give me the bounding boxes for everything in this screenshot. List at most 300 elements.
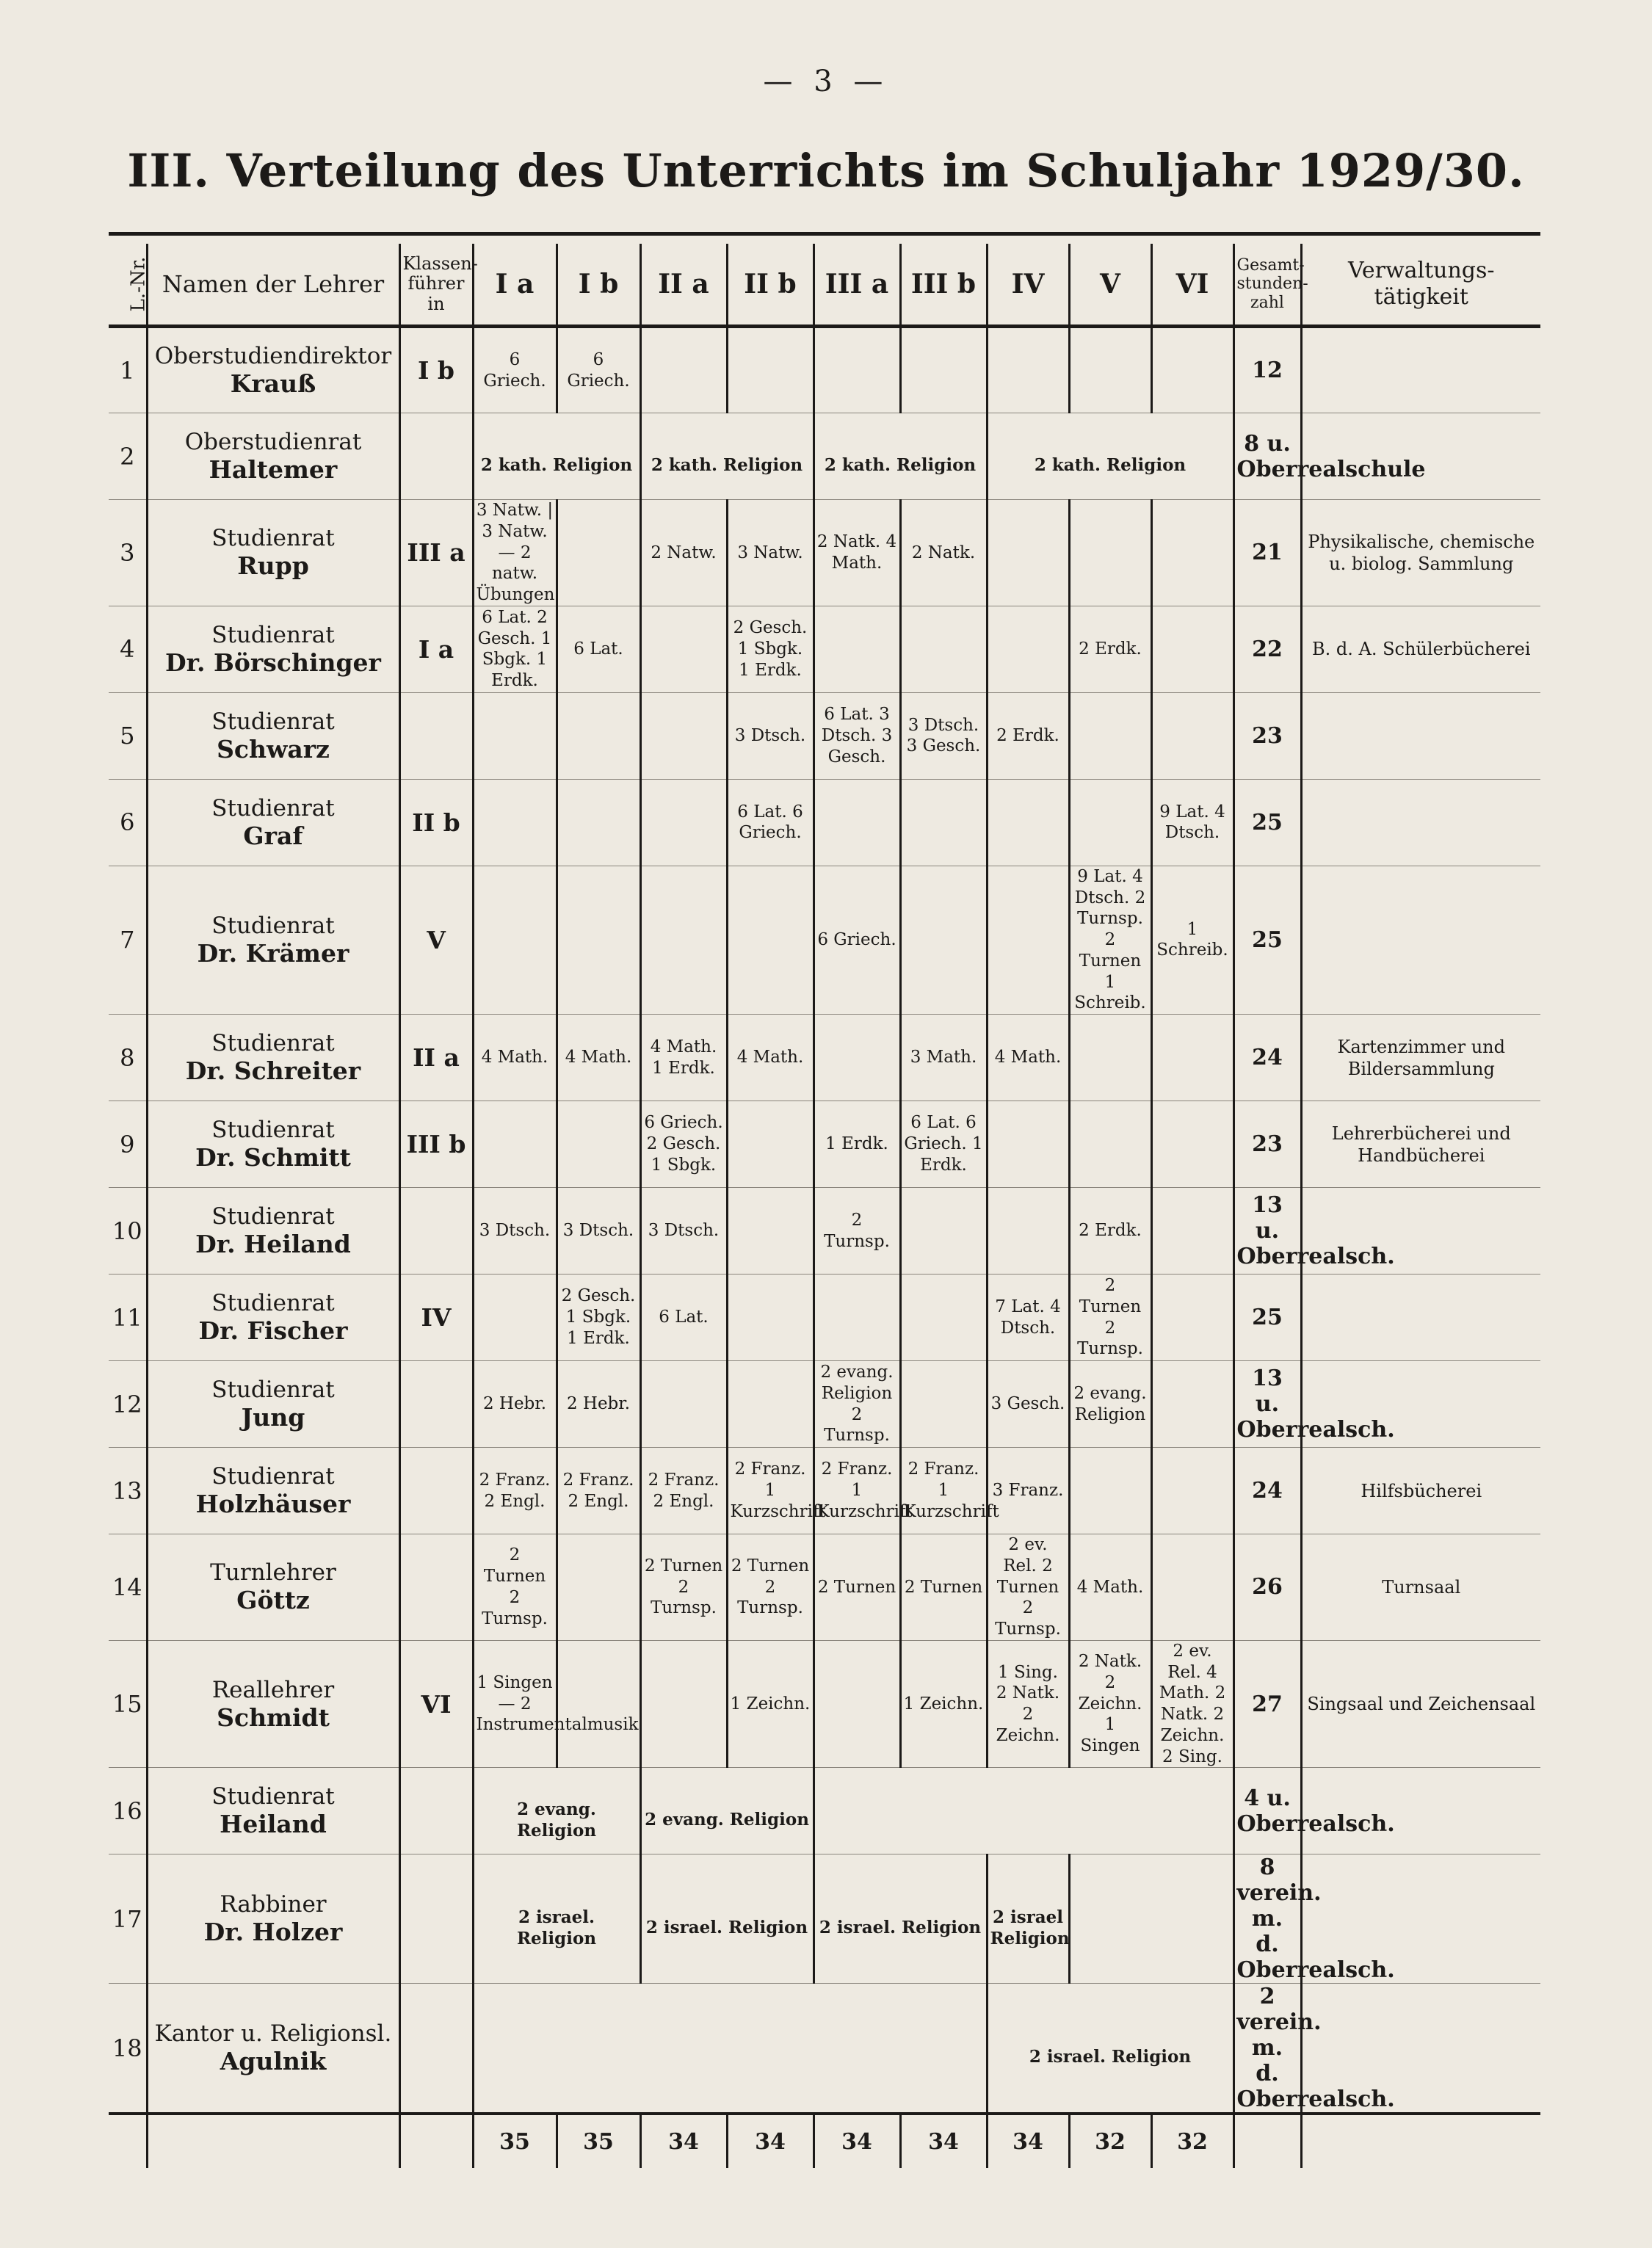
teacher-title: Rabbiner: [220, 1891, 327, 1918]
subject-cell: 4 Math.: [987, 1015, 1069, 1101]
subject-cell: 2 Franz. 1 Kurzschrift: [727, 1448, 814, 1534]
subject-cell: [640, 866, 727, 1014]
subject-span: 2 kath. Religion: [814, 413, 987, 500]
teacher-name-cell: [147, 1768, 399, 1854]
subject-cell: [727, 327, 814, 413]
header-klassenfuehrer: Klassen-führer in: [399, 244, 473, 327]
subject-cell: [1069, 500, 1151, 606]
subject-cell: 4 Math.: [557, 1015, 640, 1101]
page-title: III. Verteilung des Unterrichts im Schuljahr 1929/30.: [127, 144, 1525, 197]
subject-cell: 6 Griech.: [557, 327, 640, 413]
total-hours: 23: [1233, 692, 1301, 779]
teacher-title: Kantor u. Religionsl.: [154, 2020, 392, 2048]
page-number: — 3 —: [763, 65, 889, 98]
row-number: 18: [109, 1984, 147, 2114]
subject-cell: 3 Dtsch.: [640, 1188, 727, 1275]
subject-cell: 1 Erdk.: [814, 1101, 900, 1188]
subject-cell: 1 Zeichn.: [727, 1640, 814, 1768]
subject-cell: [814, 1275, 900, 1361]
teacher-name: Heiland: [220, 1810, 327, 1839]
subject-cell: 2 Franz. 1 Kurzschrift: [814, 1448, 900, 1534]
row-number: 7: [109, 866, 147, 1014]
class-teacher-of: [399, 1984, 473, 2114]
teacher-row: [109, 1275, 1540, 1361]
teacher-name: Rupp: [237, 551, 309, 581]
teacher-name: Schmidt: [217, 1703, 330, 1732]
teacher-name-cell: [147, 413, 399, 500]
subject-cell: [1151, 327, 1233, 413]
teacher-name: Göttz: [236, 1586, 310, 1615]
subject-cell: [640, 692, 727, 779]
teacher-name: Graf: [243, 821, 303, 850]
subject-cell: [557, 1640, 640, 1768]
subject-span: 2 evang. Religion: [640, 1768, 814, 1854]
subject-cell: [1069, 1101, 1151, 1188]
subject-cell: 2 Franz. 2 Engl.: [557, 1448, 640, 1534]
administrative-duty: [1301, 692, 1540, 779]
subject-cell: 6 Lat.: [557, 606, 640, 692]
subject-cell: 9 Lat. 4 Dtsch. 2 Turnsp. 2 Turnen 1 Schreib.: [1069, 866, 1151, 1014]
teacher-title: Studienrat: [211, 1377, 335, 1403]
subject-cell: [900, 1275, 987, 1361]
total-hours: 24: [1233, 1448, 1301, 1534]
teacher-name-cell: [147, 606, 399, 692]
teacher-name-cell: [147, 1984, 399, 2114]
teacher-name-cell: [147, 1640, 399, 1768]
teacher-row: [109, 1854, 1540, 1984]
subject-cell: [640, 779, 727, 866]
teacher-name: Dr. Schmitt: [195, 1143, 351, 1172]
teacher-name: Dr. Fischer: [198, 1316, 348, 1345]
subject-cell: 2 Franz. 2 Engl.: [640, 1448, 727, 1534]
subject-cell: 9 Lat. 4 Dtsch.: [1151, 779, 1233, 866]
row-number: 11: [109, 1275, 147, 1361]
totals-spacer: [1233, 2114, 1301, 2168]
teacher-row: [109, 1448, 1540, 1534]
row-number: 10: [109, 1188, 147, 1275]
teacher-title: Studienrat: [211, 1030, 335, 1056]
totals-row: [109, 2114, 1540, 2168]
totals-spacer: [147, 2114, 399, 2168]
row-number: 16: [109, 1768, 147, 1854]
subject-cell: [727, 1275, 814, 1361]
row-number: 15: [109, 1640, 147, 1768]
class-total: 34: [640, 2114, 727, 2168]
class-teacher-of: [399, 1534, 473, 1641]
teacher-title: Studienrat: [211, 1783, 335, 1810]
teacher-title: Studienrat: [211, 1290, 335, 1316]
subject-cell: 2 Turnen 2 Turnsp.: [727, 1534, 814, 1641]
class-total: 32: [1151, 2114, 1233, 2168]
teacher-row: [109, 1534, 1540, 1641]
class-teacher-of: III b: [399, 1101, 473, 1188]
subject-cell: 2 Franz. 2 Engl.: [473, 1448, 557, 1534]
subject-cell: [1151, 1448, 1233, 1534]
row-number: 17: [109, 1854, 147, 1984]
subject-cell: 2 Turnen 2 Turnsp.: [473, 1534, 557, 1641]
subject-span: [814, 1768, 1233, 1854]
subject-cell: 6 Lat. 6 Griech. 1 Erdk.: [900, 1101, 987, 1188]
teacher-name: Jung: [241, 1403, 305, 1432]
total-hours: 12: [1233, 327, 1301, 413]
administrative-duty: [1301, 327, 1540, 413]
subject-cell: [814, 327, 900, 413]
total-hours: 22: [1233, 606, 1301, 692]
class-teacher-of: V: [399, 866, 473, 1014]
class-total: 34: [987, 2114, 1069, 2168]
subject-span: 2 kath. Religion: [987, 413, 1233, 500]
row-number: 4: [109, 606, 147, 692]
teacher-title: Oberstudiendirektor: [154, 343, 392, 369]
total-hours: 23: [1233, 1101, 1301, 1188]
administrative-duty: Turnsaal: [1301, 1534, 1540, 1641]
administrative-duty: Hilfsbücherei: [1301, 1448, 1540, 1534]
subject-cell: [640, 1640, 727, 1768]
subject-cell: [900, 327, 987, 413]
class-teacher-of: [399, 413, 473, 500]
class-teacher-of: I a: [399, 606, 473, 692]
header-class: II a: [640, 244, 727, 327]
subject-cell: 6 Griech. 2 Gesch. 1 Sbgk.: [640, 1101, 727, 1188]
subject-cell: [814, 606, 900, 692]
administrative-duty: Singsaal und Zeichensaal: [1301, 1640, 1540, 1768]
total-hours: 25: [1233, 779, 1301, 866]
subject-cell: 6 Lat.: [640, 1275, 727, 1361]
teacher-row: [109, 1188, 1540, 1275]
subject-cell: [557, 500, 640, 606]
teacher-name-cell: [147, 1534, 399, 1641]
class-teacher-of: [399, 1448, 473, 1534]
subject-cell: [1151, 1361, 1233, 1448]
class-teacher-of: II a: [399, 1015, 473, 1101]
subject-cell: [900, 1361, 987, 1448]
subject-cell: 2 Erdk.: [1069, 606, 1151, 692]
subject-cell: 1 Sing. 2 Natk. 2 Zeichn.: [987, 1640, 1069, 1768]
class-teacher-of: IV: [399, 1275, 473, 1361]
subject-cell: [987, 779, 1069, 866]
teacher-row: [109, 779, 1540, 866]
teacher-name-cell: [147, 1854, 399, 1984]
teacher-row: [109, 1361, 1540, 1448]
subject-cell: 1 Zeichn.: [900, 1640, 987, 1768]
subject-cell: 2 Gesch. 1 Sbgk. 1 Erdk.: [557, 1275, 640, 1361]
class-teacher-of: I b: [399, 327, 473, 413]
teacher-title: Studienrat: [211, 1463, 335, 1490]
header-class: I a: [473, 244, 557, 327]
subject-cell: 3 Natw.: [727, 500, 814, 606]
administrative-duty: [1301, 1275, 1540, 1361]
subject-cell: [1069, 1015, 1151, 1101]
administrative-duty: Physikalische, chemische u. biolog. Sammlung: [1301, 500, 1540, 606]
subject-cell: [900, 866, 987, 1014]
teacher-title: Studienrat: [211, 912, 335, 939]
total-hours: 21: [1233, 500, 1301, 606]
subject-cell: 2 ev. Rel. 4 Math. 2 Natk. 2 Zeichn. 2 Sing.: [1151, 1640, 1233, 1768]
administrative-duty: [1301, 866, 1540, 1014]
subject-cell: 2 Natk. 2 Zeichn. 1 Singen: [1069, 1640, 1151, 1768]
subject-span: 2 israel Religion: [987, 1854, 1069, 1984]
teacher-name: Dr. Holzer: [203, 1918, 343, 1947]
administrative-duty: B. d. A. Schülerbücherei: [1301, 606, 1540, 692]
teacher-title: Studienrat: [211, 794, 335, 822]
subject-cell: 4 Math.: [727, 1015, 814, 1101]
subject-cell: [473, 692, 557, 779]
subject-span: [473, 1984, 987, 2114]
subject-cell: [1069, 779, 1151, 866]
subject-cell: [987, 1188, 1069, 1275]
subject-cell: [1069, 1448, 1151, 1534]
total-hours: 24: [1233, 1015, 1301, 1101]
subject-cell: 2 Erdk.: [987, 692, 1069, 779]
class-teacher-of: III a: [399, 500, 473, 606]
row-number: 2: [109, 413, 147, 500]
subject-cell: [473, 866, 557, 1014]
subject-cell: 4 Math.: [1069, 1534, 1151, 1641]
subject-span: 2 evang. Religion: [473, 1768, 640, 1854]
subject-cell: [987, 500, 1069, 606]
subject-cell: 6 Lat. 3 Dtsch. 3 Gesch.: [814, 692, 900, 779]
class-teacher-of: [399, 1361, 473, 1448]
teacher-row: [109, 1640, 1540, 1768]
subject-cell: [727, 1361, 814, 1448]
subject-cell: 3 Dtsch.: [473, 1188, 557, 1275]
subject-span: 2 kath. Religion: [473, 413, 640, 500]
top-rule: [109, 232, 1540, 236]
subject-cell: 2 evang. Religion: [1069, 1361, 1151, 1448]
subject-cell: [987, 606, 1069, 692]
subject-span: 2 kath. Religion: [640, 413, 814, 500]
total-hours: 4 u. Oberrealsch.: [1233, 1768, 1301, 1854]
total-hours: 8 u. Oberrealschule: [1233, 413, 1301, 500]
subject-cell: 2 evang. Religion 2 Turnsp.: [814, 1361, 900, 1448]
total-hours: 13 u. Oberrealsch.: [1233, 1361, 1301, 1448]
teacher-title: Studienrat: [211, 708, 335, 735]
teacher-row: [109, 1015, 1540, 1101]
teacher-name-cell: [147, 500, 399, 606]
teacher-name: Krauß: [230, 369, 316, 398]
subject-cell: 6 Griech.: [473, 327, 557, 413]
class-teacher-of: VI: [399, 1640, 473, 1768]
subject-cell: [900, 1188, 987, 1275]
subject-cell: 6 Lat. 6 Griech.: [727, 779, 814, 866]
subject-cell: [473, 779, 557, 866]
subject-cell: [1151, 692, 1233, 779]
administrative-duty: Kartenzimmer und Bildersammlung: [1301, 1015, 1540, 1101]
teacher-name-cell: [147, 1361, 399, 1448]
subject-cell: [814, 1640, 900, 1768]
teacher-name: Dr. Krämer: [197, 938, 349, 968]
teacher-row: [109, 606, 1540, 692]
subject-cell: [900, 779, 987, 866]
class-teacher-of: [399, 1768, 473, 1854]
teacher-title: Studienrat: [211, 525, 335, 552]
header-verwaltung: Verwaltungs-tätigkeit: [1301, 244, 1540, 327]
subject-cell: [1151, 606, 1233, 692]
subject-cell: 3 Dtsch. 3 Gesch.: [900, 692, 987, 779]
header-total: Gesamt-stunden-zahl: [1233, 244, 1301, 327]
subject-cell: [557, 866, 640, 1014]
teacher-name-cell: [147, 692, 399, 779]
row-number: 9: [109, 1101, 147, 1188]
header-nr: L.-Nr.: [109, 244, 147, 327]
subject-cell: 3 Gesch.: [987, 1361, 1069, 1448]
subject-cell: [1151, 1275, 1233, 1361]
subject-cell: [1151, 1101, 1233, 1188]
totals-spacer: [399, 2114, 473, 2168]
class-teacher-of: [399, 692, 473, 779]
subject-cell: [987, 327, 1069, 413]
total-hours: 27: [1233, 1640, 1301, 1768]
subject-span: 2 israel. Religion: [814, 1854, 987, 1984]
teacher-name: Haltemer: [209, 455, 338, 484]
teacher-name: Dr. Heiland: [195, 1230, 351, 1258]
header-class: VI: [1151, 244, 1233, 327]
class-total: 35: [557, 2114, 640, 2168]
class-teacher-of: II b: [399, 779, 473, 866]
total-hours: 2 verein. m. d. Oberrealsch.: [1233, 1984, 1301, 2114]
timetable: [109, 244, 1540, 2168]
teacher-name: Schwarz: [217, 734, 330, 764]
subject-cell: [727, 1101, 814, 1188]
subject-cell: [557, 692, 640, 779]
subject-cell: [473, 1275, 557, 1361]
class-total: 34: [814, 2114, 900, 2168]
teacher-row: [109, 1101, 1540, 1188]
row-number: 13: [109, 1448, 147, 1534]
row-number: 12: [109, 1361, 147, 1448]
teacher-row: [109, 1768, 1540, 1854]
subject-cell: 4 Math. 1 Erdk.: [640, 1015, 727, 1101]
subject-cell: 2 Gesch. 1 Sbgk. 1 Erdk.: [727, 606, 814, 692]
subject-span: 2 israel. Religion: [473, 1854, 640, 1984]
teacher-name: Dr. Börschinger: [165, 648, 381, 677]
administrative-duty: [1301, 779, 1540, 866]
header-class: III b: [900, 244, 987, 327]
totals-spacer: [1301, 2114, 1540, 2168]
subject-cell: 2 Turnen: [814, 1534, 900, 1641]
administrative-duty: Lehrerbücherei und Handbücherei: [1301, 1101, 1540, 1188]
subject-cell: [727, 1188, 814, 1275]
subject-cell: 6 Griech.: [814, 866, 900, 1014]
teacher-row: [109, 327, 1540, 413]
header-row: [109, 244, 1540, 327]
teacher-name-cell: [147, 1275, 399, 1361]
subject-cell: [1069, 327, 1151, 413]
teacher-title: Studienrat: [211, 1117, 335, 1143]
subject-cell: 2 Turnen 2 Turnsp.: [1069, 1275, 1151, 1361]
subject-cell: 3 Math.: [900, 1015, 987, 1101]
total-hours: 25: [1233, 866, 1301, 1014]
subject-cell: 2 Hebr.: [473, 1361, 557, 1448]
subject-cell: 2 Hebr.: [557, 1361, 640, 1448]
subject-span: 2 israel. Religion: [640, 1854, 814, 1984]
subject-cell: [987, 1101, 1069, 1188]
subject-span: [1069, 1854, 1233, 1984]
teacher-row: [109, 1984, 1540, 2114]
subject-cell: 1 Singen — 2 Instrumentalmusik: [473, 1640, 557, 1768]
subject-cell: 3 Franz.: [987, 1448, 1069, 1534]
subject-cell: 3 Dtsch.: [727, 692, 814, 779]
subject-cell: [557, 1534, 640, 1641]
subject-cell: 3 Dtsch.: [557, 1188, 640, 1275]
subject-cell: 2 Turnsp.: [814, 1188, 900, 1275]
teacher-title: Oberstudienrat: [184, 429, 362, 455]
timetable-body: [109, 327, 1540, 2114]
teacher-name-cell: [147, 1015, 399, 1101]
teacher-row: [109, 413, 1540, 500]
teacher-name-cell: [147, 1101, 399, 1188]
subject-cell: [557, 779, 640, 866]
subject-cell: [557, 1101, 640, 1188]
subject-cell: 2 Turnen: [900, 1534, 987, 1641]
row-number: 8: [109, 1015, 147, 1101]
teacher-row: [109, 692, 1540, 779]
teacher-name-cell: [147, 866, 399, 1014]
total-hours: 13 u. Oberrealsch.: [1233, 1188, 1301, 1275]
row-number: 14: [109, 1534, 147, 1641]
subject-cell: [900, 606, 987, 692]
class-total: 32: [1069, 2114, 1151, 2168]
subject-cell: 2 Erdk.: [1069, 1188, 1151, 1275]
teacher-row: [109, 866, 1540, 1014]
subject-cell: [727, 866, 814, 1014]
row-number: 1: [109, 327, 147, 413]
subject-cell: 2 ev. Rel. 2 Turnen 2 Turnsp.: [987, 1534, 1069, 1641]
teacher-title: Studienrat: [211, 621, 335, 648]
header-class: IV: [987, 244, 1069, 327]
subject-cell: [987, 866, 1069, 1014]
header-class: II b: [727, 244, 814, 327]
subject-cell: 3 Natw. | 3 Natw. — 2 natw. Übungen: [473, 500, 557, 606]
subject-cell: 2 Natk. 4 Math.: [814, 500, 900, 606]
subject-cell: [814, 779, 900, 866]
teacher-title: Reallehrer: [211, 1676, 335, 1703]
header-name: Namen der Lehrer: [147, 244, 399, 327]
totals-spacer: [109, 2114, 147, 2168]
teacher-name: Agulnik: [220, 2047, 327, 2076]
total-hours: 8 verein. m. d. Oberrealsch.: [1233, 1854, 1301, 1984]
teacher-name-cell: [147, 1448, 399, 1534]
class-total: 34: [900, 2114, 987, 2168]
header-class: III a: [814, 244, 900, 327]
teacher-row: [109, 500, 1540, 606]
subject-cell: 2 Natk.: [900, 500, 987, 606]
row-number: 6: [109, 779, 147, 866]
subject-cell: [1069, 692, 1151, 779]
subject-cell: [640, 606, 727, 692]
subject-cell: [640, 1361, 727, 1448]
class-teacher-of: [399, 1188, 473, 1275]
row-number: 5: [109, 692, 147, 779]
teacher-name-cell: [147, 779, 399, 866]
subject-cell: [1151, 1534, 1233, 1641]
subject-cell: [1151, 1188, 1233, 1275]
subject-cell: 1 Schreib.: [1151, 866, 1233, 1014]
class-teacher-of: [399, 1854, 473, 1984]
teacher-name: Dr. Schreiter: [185, 1056, 361, 1085]
subject-cell: [640, 327, 727, 413]
subject-cell: 2 Franz. 1 Kurzschrift: [900, 1448, 987, 1534]
subject-cell: [814, 1015, 900, 1101]
subject-cell: 2 Turnen 2 Turnsp.: [640, 1534, 727, 1641]
teacher-title: Turnlehrer: [210, 1559, 336, 1587]
subject-cell: 2 Natw.: [640, 500, 727, 606]
class-total: 34: [727, 2114, 814, 2168]
teacher-title: Studienrat: [211, 1203, 335, 1230]
teacher-name-cell: [147, 1188, 399, 1275]
subject-cell: [1151, 1015, 1233, 1101]
class-total: 35: [473, 2114, 557, 2168]
